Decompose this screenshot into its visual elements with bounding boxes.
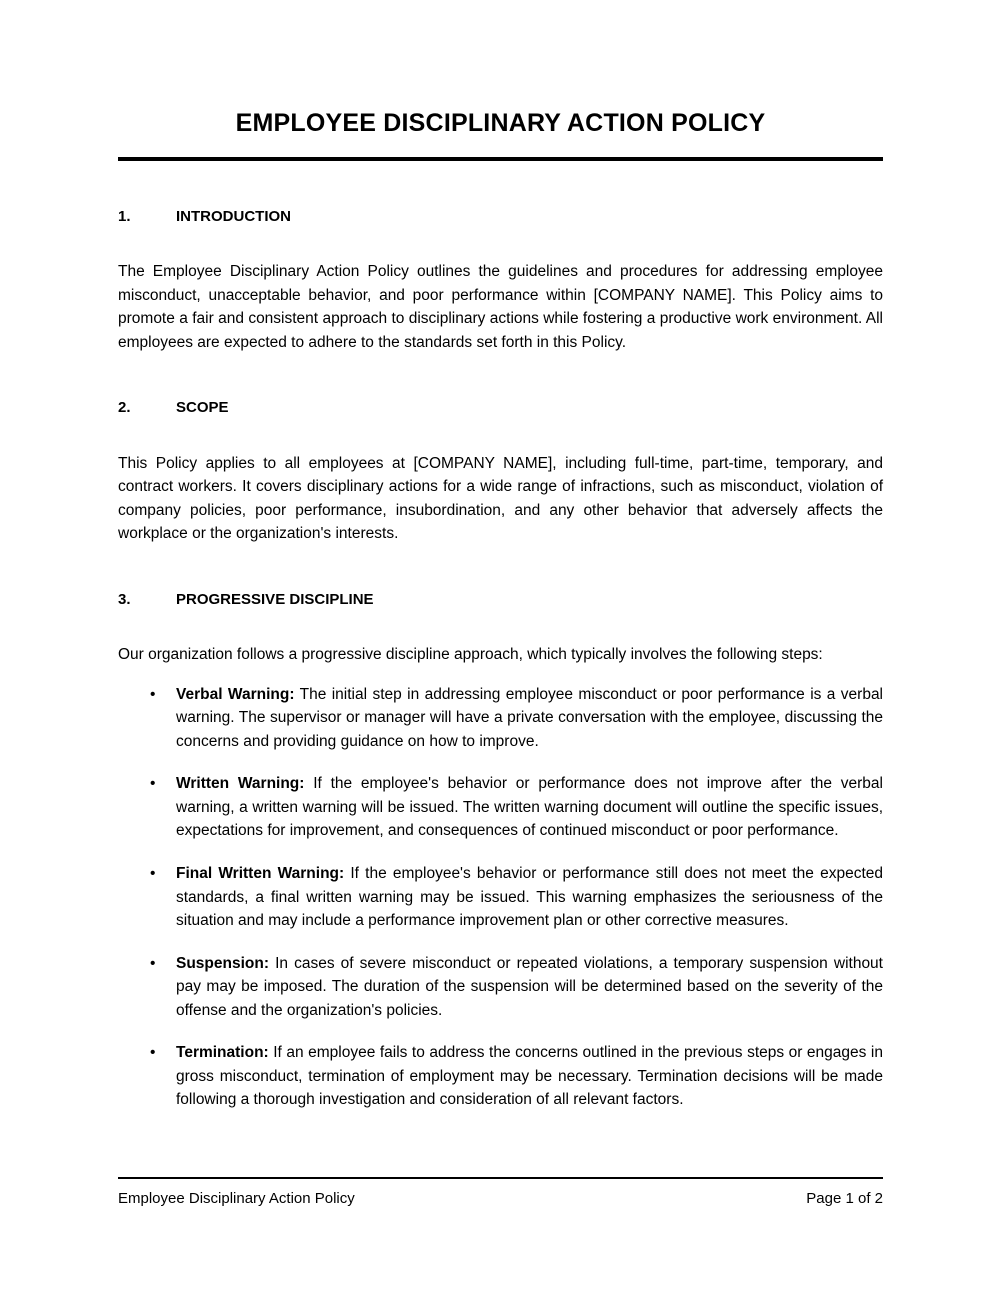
bullet-icon: • [150,954,156,972]
spacer [118,667,883,683]
section-paragraph-scope: This Policy applies to all employees at [COMPANY NAME], including full-time, part-time, temporary, and contract workers. It covers disciplinary actions for a wide range of infractions, such as misconduct, violation of company policies, poor performance, insubordination, and any other behavior that adversely affects the workplace or the organization's interests. [118,454,883,543]
page-footer [118,1188,883,1209]
section-scope [118,398,883,589]
list-item-term: Termination: [176,1044,269,1062]
discipline-steps-list [118,683,883,1112]
section-progressive-discipline [118,590,883,1112]
list-item [118,772,883,843]
section-number: 2. [118,399,131,417]
spacer [118,546,883,590]
footer-page-number: Page 1 of 2 [806,1190,883,1207]
spacer [118,419,883,452]
section-heading-progressive-discipline [118,590,883,610]
section-label: PROGRESSIVE DISCIPLINE [176,590,374,608]
list-item-text: In cases of severe misconduct or repeated violations, a temporary suspension without pay may be imposed. The duration of the suspension will be determined based on the severity of the offense and the organization's policies. [176,954,883,1019]
section-label: INTRODUCTION [176,208,291,225]
document-body [118,207,883,1112]
section-paragraph-introduction: The Employee Disciplinary Action Policy outlines the guidelines and procedures for addressing employee misconduct, unacceptable behavior, and poor performance within [COMPANY NAME]. This Policy aims to promote a fair and consistent approach to disciplinary actions while fostering a productive work environment. All employees are expected to adhere to the standards set forth in this Policy. [118,263,883,351]
bullet-icon: • [150,685,156,703]
list-item [118,1041,883,1112]
list-item-term: Written Warning: [176,775,305,793]
section-number: 1. [118,208,131,225]
section-heading-scope [118,398,883,418]
spacer [118,227,883,260]
spacer [118,354,883,398]
list-item-text: The initial step in addressing employee misconduct or poor performance is a verbal warning. The supervisor or manager will have a private conversation with the employee, discussing the concerns and providing guidance on how to improve. [176,685,884,750]
section-paragraph-progressive-discipline: Our organization follows a progressive discipline approach, which typically involves the following steps: [118,646,823,664]
list-item [118,952,883,1023]
list-item [118,683,883,754]
section-introduction [118,207,883,398]
list-item [118,862,883,933]
spacer [118,610,883,643]
section-number: 3. [118,590,131,608]
bullet-icon: • [150,775,156,793]
section-heading-introduction [118,207,883,227]
footer-divider [118,1177,883,1179]
section-label: SCOPE [176,399,229,417]
title-divider [118,157,883,161]
list-item-term: Verbal Warning: [176,685,295,703]
bullet-icon: • [150,1044,156,1062]
list-item-text: If the employee's behavior or performance still does not meet the expected standards, a final written warning may be issued. This warning emphasizes the seriousness of the situation and may include a performance improvement plan or other corrective measures. [176,864,883,930]
list-item-term: Final Written Warning: [176,864,345,882]
list-item-term: Suspension: [176,954,270,972]
list-item-text: If the employee's behavior or performance does not improve after the verbal warning, a written warning will be issued. The written warning document will outline the specific issues, expectations for improvement, and consequences of continued misconduct or poor performance. [176,775,883,840]
bullet-icon: • [150,864,156,882]
footer-document-name: Employee Disciplinary Action Policy [118,1190,355,1207]
list-item-text: If an employee fails to address the concerns outlined in the previous steps or engages in gross misconduct, termination of employment may be necessary. Termination decisions will be made following a thorough investigation and consideration of all relevant factors. [176,1044,883,1109]
page-title: EMPLOYEE DISCIPLINARY ACTION POLICY [235,109,766,137]
